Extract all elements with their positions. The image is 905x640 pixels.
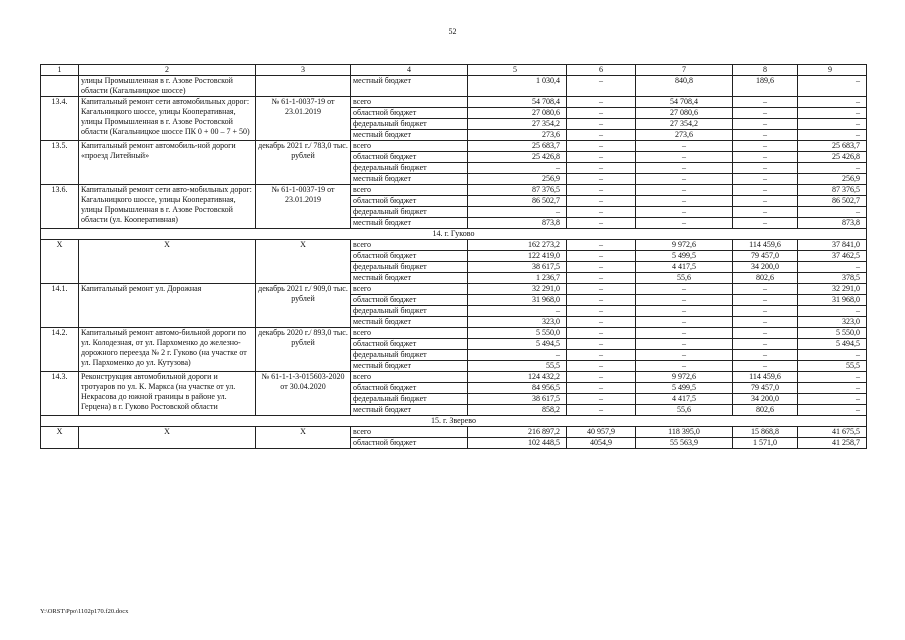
funding-source: федеральный бюджет	[351, 119, 468, 130]
value-2019: –	[567, 339, 636, 350]
value-2020: 9 972,6	[636, 372, 733, 383]
funding-source: федеральный бюджет	[351, 163, 468, 174]
value-2022: –	[798, 76, 867, 97]
value-2019: –	[567, 152, 636, 163]
item-name: Х	[79, 427, 256, 449]
table-row	[41, 76, 867, 97]
value-2022: 323,0	[798, 317, 867, 328]
value-2022: –	[798, 163, 867, 174]
funding-source: всего	[351, 141, 468, 152]
page-number: 52	[448, 27, 457, 36]
value-2019: –	[567, 273, 636, 284]
value-2021: –	[733, 328, 798, 339]
item-name: Реконструкция автомобильной дороги и тротуаров по ул. К. Маркса (на участке от ул. Некрасова до южной границы в районе ул. Герцена) в г. Гуково Ростовской области	[79, 372, 256, 416]
funding-source: местный бюджет	[351, 317, 468, 328]
value-2022: –	[798, 262, 867, 273]
value-total: 273,6	[468, 130, 567, 141]
header-cell: 7	[636, 65, 733, 76]
value-total: 256,9	[468, 174, 567, 185]
value-2020: –	[636, 350, 733, 361]
value-2020: 840,8	[636, 76, 733, 97]
value-2021: –	[733, 141, 798, 152]
value-2019: –	[567, 185, 636, 196]
value-total: 323,0	[468, 317, 567, 328]
value-2021: 15 868,8	[733, 427, 798, 438]
value-2021: –	[733, 295, 798, 306]
value-2021: 802,6	[733, 273, 798, 284]
value-2019: –	[567, 163, 636, 174]
value-2022: –	[798, 207, 867, 218]
funding-source: областной бюджет	[351, 383, 468, 394]
item-document: № 61-1-1-3-015603-2020 от 30.04.2020	[256, 372, 351, 416]
funding-source: областной бюджет	[351, 295, 468, 306]
value-2019: –	[567, 251, 636, 262]
table-row	[41, 240, 867, 251]
value-2020: 9 972,6	[636, 240, 733, 251]
value-2019: –	[567, 284, 636, 295]
item-name: Капитальный ремонт автомо-бильной дороги по ул. Колодезная, от ул. Пархоменко до железно-дорожного переезда № 2 г. Гуково (на участке от ул. Пархоменко до ул. Кутузова)	[79, 328, 256, 372]
funding-source: местный бюджет	[351, 76, 468, 97]
value-2021: 114 459,6	[733, 240, 798, 251]
value-2020: –	[636, 306, 733, 317]
value-2022: –	[798, 372, 867, 383]
item-name: Капитальный ремонт сети авто-мобильных дорог: Кагальницкого шоссе, улицы Кооперативная, улицы Промышленная в г. Азове Ростовской области (ул. Кооперативная)	[79, 185, 256, 229]
value-2020: 273,6	[636, 130, 733, 141]
value-2020: –	[636, 141, 733, 152]
value-total: 25 426,8	[468, 152, 567, 163]
table-row	[41, 284, 867, 295]
funding-source: всего	[351, 427, 468, 438]
value-total: 5 550,0	[468, 328, 567, 339]
value-2022: –	[798, 383, 867, 394]
value-2020: 27 354,2	[636, 119, 733, 130]
value-2022: –	[798, 350, 867, 361]
value-2021: 34 200,0	[733, 262, 798, 273]
item-name: Капитальный ремонт автомобиль-ной дороги «проезд Литейный»	[79, 141, 256, 185]
funding-source: всего	[351, 328, 468, 339]
value-2019: –	[567, 218, 636, 229]
value-total: 38 617,5	[468, 394, 567, 405]
funding-source: областной бюджет	[351, 152, 468, 163]
value-2020: 118 395,0	[636, 427, 733, 438]
value-2021: –	[733, 339, 798, 350]
funding-source: федеральный бюджет	[351, 306, 468, 317]
value-2019: 4054,9	[567, 438, 636, 449]
value-2019: –	[567, 196, 636, 207]
value-total: 102 448,5	[468, 438, 567, 449]
funding-source: федеральный бюджет	[351, 262, 468, 273]
value-2021: –	[733, 108, 798, 119]
funding-source: местный бюджет	[351, 130, 468, 141]
value-2020: 27 080,6	[636, 108, 733, 119]
value-2021: 79 457,0	[733, 383, 798, 394]
value-2019: –	[567, 119, 636, 130]
value-2020: 5 499,5	[636, 251, 733, 262]
table-row	[41, 372, 867, 383]
header-cell: 4	[351, 65, 468, 76]
budget-table	[40, 64, 867, 449]
value-2022: 5 494,5	[798, 339, 867, 350]
value-2019: –	[567, 174, 636, 185]
funding-source: местный бюджет	[351, 218, 468, 229]
table-row	[41, 141, 867, 152]
funding-source: всего	[351, 185, 468, 196]
funding-source: всего	[351, 240, 468, 251]
value-total: 873,8	[468, 218, 567, 229]
value-2021: –	[733, 174, 798, 185]
value-2022: 25 683,7	[798, 141, 867, 152]
value-2020: –	[636, 185, 733, 196]
header-cell: 8	[733, 65, 798, 76]
value-2020: –	[636, 328, 733, 339]
value-2021: 802,6	[733, 405, 798, 416]
header-cell: 2	[79, 65, 256, 76]
value-2020: 55,6	[636, 405, 733, 416]
value-total: 55,5	[468, 361, 567, 372]
value-2020: 54 708,4	[636, 97, 733, 108]
value-2022: 31 968,0	[798, 295, 867, 306]
value-2022: 873,8	[798, 218, 867, 229]
value-total: 1 236,7	[468, 273, 567, 284]
item-number: 13.4.	[41, 97, 79, 141]
header-cell: 1	[41, 65, 79, 76]
value-2022: 5 550,0	[798, 328, 867, 339]
item-name: Х	[79, 240, 256, 284]
value-2021: –	[733, 306, 798, 317]
section-title: 15. г. Зверево	[41, 416, 867, 427]
item-document: Х	[256, 240, 351, 284]
section-row	[41, 416, 867, 427]
value-2021: 79 457,0	[733, 251, 798, 262]
value-2021: –	[733, 130, 798, 141]
value-2022: –	[798, 97, 867, 108]
value-total: 5 494,5	[468, 339, 567, 350]
value-total: 86 502,7	[468, 196, 567, 207]
value-2022: 25 426,8	[798, 152, 867, 163]
value-2022: 37 841,0	[798, 240, 867, 251]
funding-source: местный бюджет	[351, 405, 468, 416]
header-cell: 9	[798, 65, 867, 76]
value-2022: –	[798, 306, 867, 317]
value-total: 38 617,5	[468, 262, 567, 273]
value-2021: –	[733, 152, 798, 163]
value-2020: –	[636, 174, 733, 185]
value-2021: –	[733, 119, 798, 130]
funding-source: местный бюджет	[351, 361, 468, 372]
item-number: 13.5.	[41, 141, 79, 185]
header-cell: 6	[567, 65, 636, 76]
value-2019: –	[567, 394, 636, 405]
value-2021: 34 200,0	[733, 394, 798, 405]
value-2022: –	[798, 130, 867, 141]
funding-source: областной бюджет	[351, 196, 468, 207]
value-total: 27 354,2	[468, 119, 567, 130]
value-2021: –	[733, 317, 798, 328]
funding-source: областной бюджет	[351, 339, 468, 350]
value-2022: 378,5	[798, 273, 867, 284]
value-2020: –	[636, 295, 733, 306]
item-document: декабрь 2021 г./ 783,0 тыс. рублей	[256, 141, 351, 185]
value-2019: –	[567, 372, 636, 383]
value-2020: –	[636, 218, 733, 229]
value-2022: 41 675,5	[798, 427, 867, 438]
funding-source: федеральный бюджет	[351, 350, 468, 361]
item-number: Х	[41, 427, 79, 449]
value-2021: –	[733, 207, 798, 218]
value-2020: 4 417,5	[636, 394, 733, 405]
value-2022: –	[798, 394, 867, 405]
item-name: Капитальный ремонт сети автомобильных дорог: Кагальницкого шоссе, улицы Кооперативная, улицы Промышленная в г. Азове Ростовской области (Кагальницкое шоссе ПК 0 + 00 – 7 + 50)	[79, 97, 256, 141]
value-2020: –	[636, 163, 733, 174]
section-title: 14. г. Гуково	[41, 229, 867, 240]
funding-source: всего	[351, 284, 468, 295]
value-2019: –	[567, 383, 636, 394]
value-2019: –	[567, 328, 636, 339]
funding-source: местный бюджет	[351, 273, 468, 284]
value-total: 1 030,4	[468, 76, 567, 97]
item-name: улицы Промышленная в г. Азове Ростовской области (Кагальницкое шоссе)	[79, 76, 256, 97]
value-total: 858,2	[468, 405, 567, 416]
value-2020: 55,6	[636, 273, 733, 284]
value-2019: –	[567, 97, 636, 108]
value-2022: –	[798, 405, 867, 416]
value-2022: –	[798, 108, 867, 119]
value-total: 32 291,0	[468, 284, 567, 295]
header-cell: 5	[468, 65, 567, 76]
item-number: 14.2.	[41, 328, 79, 372]
value-2020: –	[636, 339, 733, 350]
value-total: –	[468, 207, 567, 218]
value-2021: –	[733, 163, 798, 174]
value-total: 84 956,5	[468, 383, 567, 394]
item-document: декабрь 2021 г./ 909,0 тыс. рублей	[256, 284, 351, 328]
header-cell: 3	[256, 65, 351, 76]
item-number	[41, 76, 79, 97]
item-document: Х	[256, 427, 351, 449]
value-2019: –	[567, 295, 636, 306]
value-2021: 1 571,0	[733, 438, 798, 449]
funding-source: федеральный бюджет	[351, 394, 468, 405]
value-2022: 41 258,7	[798, 438, 867, 449]
value-total: 54 708,4	[468, 97, 567, 108]
value-total: 162 273,2	[468, 240, 567, 251]
item-name: Капитальный ремонт ул. Дорожная	[79, 284, 256, 328]
value-total: 31 968,0	[468, 295, 567, 306]
value-2019: –	[567, 240, 636, 251]
value-2019: –	[567, 130, 636, 141]
value-total: –	[468, 163, 567, 174]
value-2019: –	[567, 306, 636, 317]
funding-source: областной бюджет	[351, 251, 468, 262]
value-2022: 86 502,7	[798, 196, 867, 207]
value-2022: 37 462,5	[798, 251, 867, 262]
value-2020: 5 499,5	[636, 383, 733, 394]
header-row	[41, 65, 867, 76]
item-number: 14.3.	[41, 372, 79, 416]
value-2021: 114 459,6	[733, 372, 798, 383]
value-2020: –	[636, 152, 733, 163]
value-2021: –	[733, 196, 798, 207]
table-row	[41, 427, 867, 438]
value-2020: –	[636, 196, 733, 207]
value-2022: 256,9	[798, 174, 867, 185]
item-document	[256, 76, 351, 97]
item-document: № 61-1-0037-19 от 23.01.2019	[256, 97, 351, 141]
value-2020: 4 417,5	[636, 262, 733, 273]
value-2022: –	[798, 119, 867, 130]
item-document: декабрь 2020 г./ 893,0 тыс. рублей	[256, 328, 351, 372]
funding-source: областной бюджет	[351, 108, 468, 119]
item-number: 14.1.	[41, 284, 79, 328]
table-row	[41, 97, 867, 108]
value-2019: –	[567, 361, 636, 372]
value-total: 27 080,6	[468, 108, 567, 119]
value-2020: –	[636, 361, 733, 372]
value-2022: 32 291,0	[798, 284, 867, 295]
value-2020: 55 563,9	[636, 438, 733, 449]
value-total: 25 683,7	[468, 141, 567, 152]
value-2020: –	[636, 207, 733, 218]
value-2022: 55,5	[798, 361, 867, 372]
value-2021: –	[733, 218, 798, 229]
value-2022: 87 376,5	[798, 185, 867, 196]
value-2019: –	[567, 405, 636, 416]
value-2021: –	[733, 97, 798, 108]
value-total: 216 897,2	[468, 427, 567, 438]
item-number: Х	[41, 240, 79, 284]
value-total: –	[468, 350, 567, 361]
value-total: 124 432,2	[468, 372, 567, 383]
funding-source: областной бюджет	[351, 438, 468, 449]
value-2019: –	[567, 141, 636, 152]
table-row	[41, 328, 867, 339]
funding-source: федеральный бюджет	[351, 207, 468, 218]
funding-source: всего	[351, 97, 468, 108]
item-number: 13.6.	[41, 185, 79, 229]
value-2019: 40 957,9	[567, 427, 636, 438]
footer-path: Y:\ORST\Ppo\1102p170.f20.docx	[40, 608, 129, 615]
value-2019: –	[567, 350, 636, 361]
funding-source: местный бюджет	[351, 174, 468, 185]
value-total: 122 419,0	[468, 251, 567, 262]
value-2021: –	[733, 350, 798, 361]
table-row	[41, 185, 867, 196]
value-2019: –	[567, 262, 636, 273]
value-total: 87 376,5	[468, 185, 567, 196]
value-2019: –	[567, 76, 636, 97]
section-row	[41, 229, 867, 240]
value-2021: –	[733, 361, 798, 372]
value-2021: –	[733, 185, 798, 196]
funding-source: всего	[351, 372, 468, 383]
value-total: –	[468, 306, 567, 317]
item-document: № 61-1-0037-19 от 23.01.2019	[256, 185, 351, 229]
value-2021: –	[733, 284, 798, 295]
value-2020: –	[636, 317, 733, 328]
value-2019: –	[567, 317, 636, 328]
value-2019: –	[567, 108, 636, 119]
value-2019: –	[567, 207, 636, 218]
value-2021: 189,6	[733, 76, 798, 97]
value-2020: –	[636, 284, 733, 295]
